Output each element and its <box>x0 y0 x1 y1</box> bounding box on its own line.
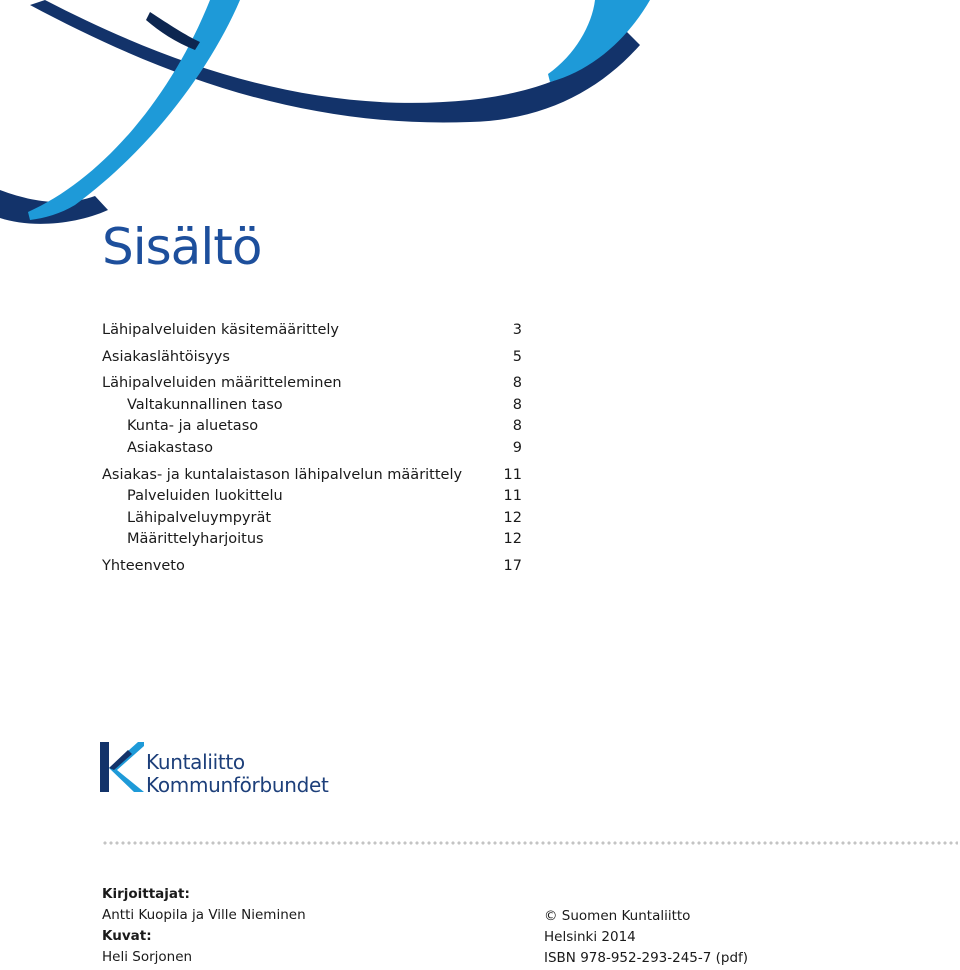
toc-entry <box>102 395 522 415</box>
toc-entry-page: 17 <box>503 558 522 574</box>
toc-entry <box>102 416 522 436</box>
toc-entry-page: 8 <box>512 397 522 413</box>
place-year-line: Helsinki 2014 <box>544 929 636 945</box>
toc-entry-page: 12 <box>503 531 522 547</box>
toc-entry-page: 12 <box>503 510 522 526</box>
isbn-line: ISBN 978-952-293-245-7 (pdf) <box>544 950 749 966</box>
kuntaliitto-logo <box>98 740 348 798</box>
logo-text-finnish: Kuntaliitto <box>146 750 245 774</box>
toc-entry-page: 11 <box>503 467 522 483</box>
credits-publication <box>544 906 748 969</box>
copyright-line: © Suomen Kuntaliitto <box>544 908 691 924</box>
toc-entry-label: Lähipalveluiden käsitemäärittely <box>102 322 339 338</box>
toc-entry <box>102 529 522 549</box>
toc-entry-page: 11 <box>503 488 522 504</box>
authors-value: Antti Kuopila ja Ville Nieminen <box>102 907 306 923</box>
toc-entry-label: Asiakastaso <box>127 440 213 456</box>
toc-entry-page: 8 <box>512 418 522 434</box>
dotted-divider <box>102 841 958 845</box>
toc-entry <box>102 556 522 576</box>
page-title: Sisältö <box>102 218 262 276</box>
toc-entry-label: Asiakaslähtöisyys <box>102 349 230 365</box>
authors-label: Kirjoittajat: <box>102 886 190 902</box>
toc-entry-label: Lähipalveluiden määritteleminen <box>102 375 342 391</box>
toc-entry <box>102 438 522 458</box>
toc-entry-label: Lähipalveluympyrät <box>127 510 272 526</box>
images-label: Kuvat: <box>102 928 152 944</box>
toc-entry-page: 8 <box>512 375 522 391</box>
toc-entry-label: Palveluiden luokittelu <box>127 488 283 504</box>
toc-entry <box>102 508 522 528</box>
toc-entry-label: Määrittelyharjoitus <box>127 531 264 547</box>
toc-entry-page: 5 <box>512 349 522 365</box>
toc-entry-page: 3 <box>512 322 522 338</box>
toc-entry-label: Kunta- ja aluetaso <box>127 418 259 434</box>
kuntaliitto-k-logo-icon <box>98 740 144 798</box>
toc-entry <box>102 486 522 506</box>
logo-text-swedish: Kommunförbundet <box>146 773 329 797</box>
toc-entry <box>102 373 522 393</box>
credits-authors <box>102 884 306 968</box>
toc-entry-page: 9 <box>512 440 522 456</box>
toc-entry <box>102 347 522 367</box>
toc-entry <box>102 320 522 340</box>
images-value: Heli Sorjonen <box>102 949 193 965</box>
toc-entry-label: Asiakas- ja kuntalaistason lähipalvelun määrittely <box>102 467 463 483</box>
toc-entry <box>102 465 522 485</box>
toc-entry-label: Valtakunnallinen taso <box>127 397 283 413</box>
toc-entry-label: Yhteenveto <box>102 558 185 574</box>
